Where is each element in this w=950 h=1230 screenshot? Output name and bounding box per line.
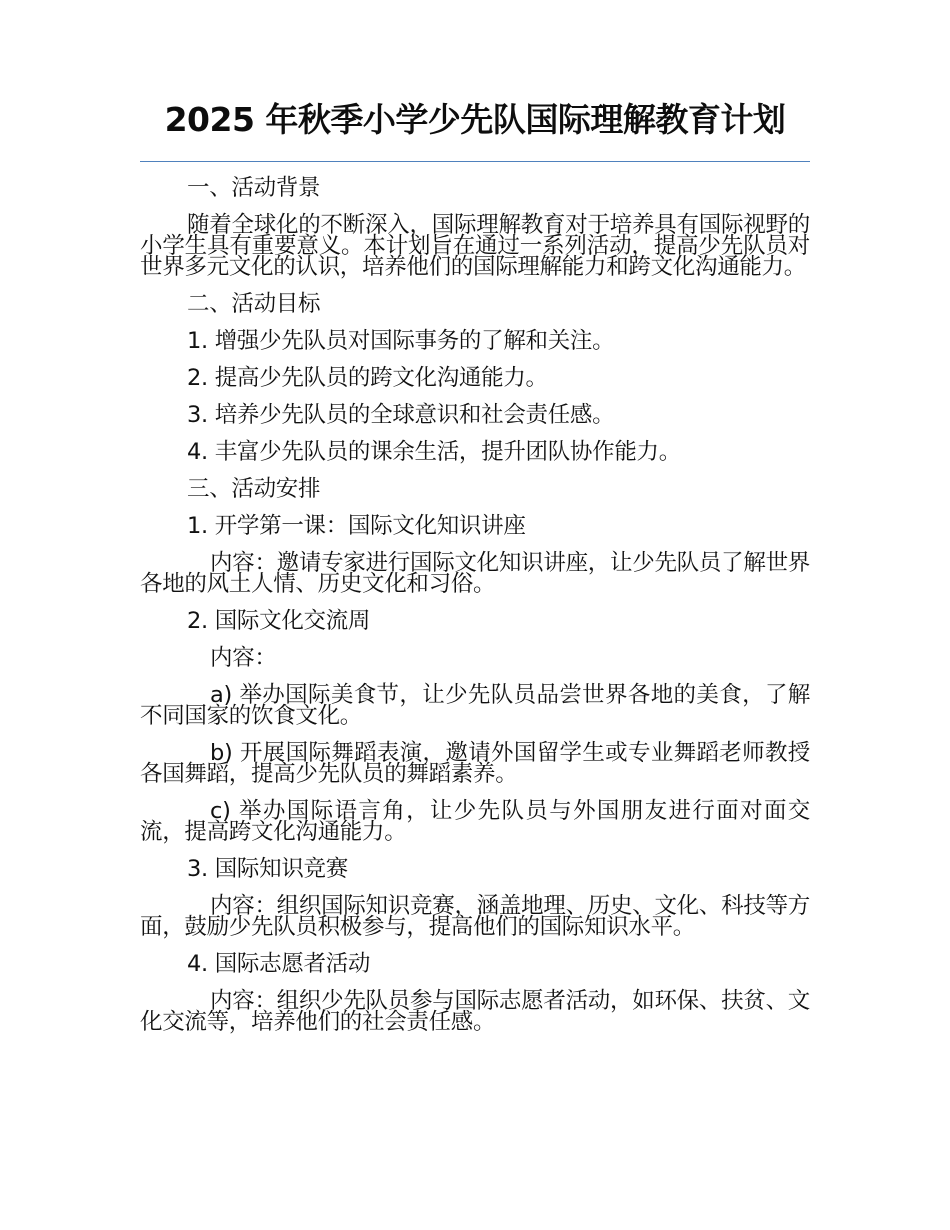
title-divider [140, 161, 810, 162]
goal-item-3: 3. 培养少先队员的全球意识和社会责任感。 [187, 402, 615, 428]
schedule-item-3-content: 内容：组织国际知识竞赛，涵盖地理、历史、文化、科技等方面，鼓励少先队员积极参与，提高他们的国际知识水平。 [140, 893, 810, 940]
schedule-item-2-sub-c: c) 举办国际语言角，让少先队员与外国朋友进行面对面交流，提高跨文化沟通能力。 [140, 798, 810, 845]
schedule-item-2-title: 2. 国际文化交流周 [187, 608, 371, 634]
document-body [140, 175, 810, 1049]
goal-item-1: 1. 增强少先队员对国际事务的了解和关注。 [187, 328, 615, 354]
paragraph-background: 随着全球化的不断深入，国际理解教育对于培养具有国际视野的小学生具有重要意义。本计划旨在通过一系列活动，提高少先队员对世界多元文化的认识，培养他们的国际理解能力和跨文化沟通能力。 [140, 212, 810, 280]
schedule-item-3-title: 3. 国际知识竞赛 [187, 856, 348, 882]
section-heading-background: 一、活动背景 [187, 175, 321, 201]
document-title: 2025 年秋季小学少先队国际理解教育计划 [164, 100, 786, 139]
schedule-item-2-sub-a: a) 举办国际美食节，让少先队员品尝世界各地的美食，了解不同国家的饮食文化。 [140, 682, 810, 729]
schedule-item-1-content: 内容：邀请专家进行国际文化知识讲座，让少先队员了解世界各地的风土人情、历史文化和习俗。 [140, 550, 810, 597]
schedule-item-2-sub-b: b) 开展国际舞蹈表演，邀请外国留学生或专业舞蹈老师教授各国舞蹈，提高少先队员的舞蹈素养。 [140, 740, 810, 787]
goal-item-4: 4. 丰富少先队员的课余生活，提升团队协作能力。 [187, 439, 681, 465]
goal-item-2: 2. 提高少先队员的跨文化沟通能力。 [187, 365, 548, 391]
schedule-item-2-content-label: 内容： [210, 645, 277, 671]
section-heading-goals: 二、活动目标 [187, 291, 321, 317]
schedule-item-4-content: 内容：组织少先队员参与国际志愿者活动，如环保、扶贫、文化交流等，培养他们的社会责任感。 [140, 988, 810, 1035]
schedule-item-1-title: 1. 开学第一课：国际文化知识讲座 [187, 513, 526, 539]
section-heading-schedule: 三、活动安排 [187, 476, 321, 502]
schedule-item-4-title: 4. 国际志愿者活动 [187, 951, 371, 977]
